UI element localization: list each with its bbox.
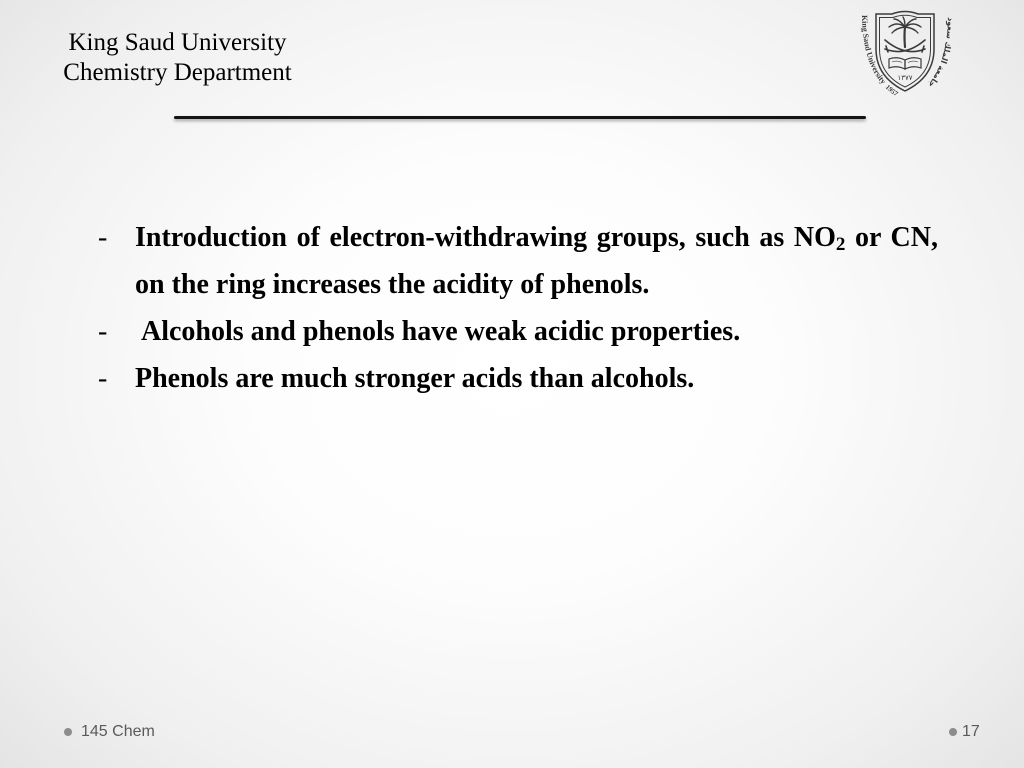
bullet-list	[98, 214, 938, 402]
subscript: 2	[835, 234, 846, 256]
open-book-icon	[889, 58, 921, 69]
bullet-item	[98, 214, 938, 308]
bullet-text: Alcohols and phenols have weak acidic properties.	[141, 316, 741, 347]
seal-name-arabic: جامعة الملك سعود	[926, 17, 955, 90]
bullet-text: Introduction of electron-withdrawing groups, such as NO	[135, 222, 836, 253]
department-name: Chemistry Department	[63, 59, 292, 86]
bullet-text: Phenols are much stronger acids than alcohols.	[135, 363, 695, 394]
bullet-text-continuation: on the ring increases the acidity of phenols.	[135, 269, 650, 300]
seal-year-text	[884, 83, 900, 98]
bullet-text-tail: or CN,	[845, 222, 938, 253]
bullet-item	[98, 355, 938, 402]
university-seal-logo	[852, 5, 958, 105]
slide-number: 17	[962, 723, 980, 740]
seal-hijri-year: ١٣٧٧	[897, 74, 913, 82]
seal-name-english-text	[860, 15, 888, 86]
slide-header	[40, 28, 315, 88]
footer-left-dot-icon	[64, 728, 72, 736]
institution-name: King Saud University	[68, 29, 287, 56]
header-divider	[174, 116, 866, 119]
bullet-marker: -	[98, 222, 108, 253]
bullet-marker: -	[98, 316, 108, 347]
bullet-text-line	[135, 214, 938, 261]
footer-right-dot-icon	[949, 728, 957, 736]
palm-tree-icon	[889, 17, 921, 47]
seal-year: 1957	[883, 83, 900, 99]
bullet-marker: -	[98, 363, 108, 394]
bullet-item	[98, 308, 938, 355]
seal-name-english: King Saud University	[859, 14, 888, 86]
footer-course-label: 145 Chem	[81, 723, 155, 740]
